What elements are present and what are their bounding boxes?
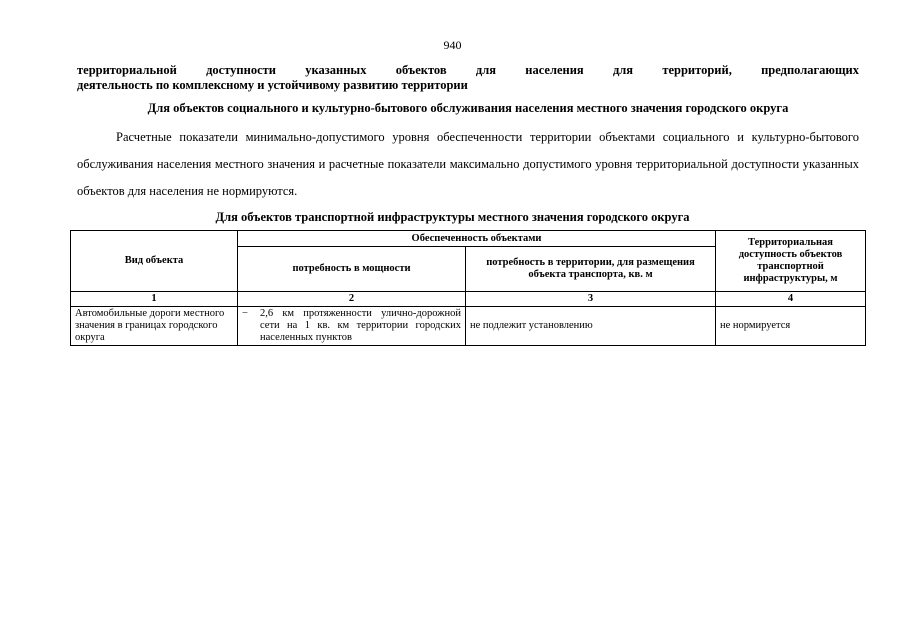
- dash-marker: −: [242, 308, 248, 319]
- cell-territory-need: не подлежит установлению: [466, 307, 716, 346]
- section-heading: Для объектов социального и культурно-бытового обслуживания населения местного значения городского округа: [147, 101, 789, 115]
- capacity-need-text: 2,6 км протяженности улично-дорожной сети на 1 кв. км территории городских населенных пунктов: [260, 308, 461, 343]
- column-number: 1: [71, 292, 238, 307]
- table-title: Для объектов транспортной инфраструктуры местного значения городского округа: [215, 210, 690, 224]
- column-number: 4: [716, 292, 866, 307]
- header-accessibility: Территориальная доступность объектов транспортной инфраструктуры, м: [716, 231, 866, 292]
- heading-continuation-line-1: территориальной доступности указанных объектов для населения для территорий, предполагающих: [77, 63, 859, 77]
- transport-table: [70, 230, 866, 346]
- column-number: 2: [238, 292, 466, 307]
- header-provision-group: Обеспеченность объектами: [238, 231, 716, 247]
- page-number: 940: [443, 38, 462, 52]
- heading-continuation-line-2: деятельность по комплексному и устойчивому развитию территории: [77, 78, 468, 92]
- header-capacity-need: потребность в мощности: [238, 247, 466, 292]
- table-row: [71, 307, 866, 346]
- cell-accessibility: не нормируется: [716, 307, 866, 346]
- heading-continuation: [77, 63, 859, 93]
- header-territory-need: потребность в территории, для размещения объекта транспорта, кв. м: [466, 247, 716, 292]
- body-paragraph: Расчетные показатели минимально-допустимого уровня обеспеченности территории объектами социального и культурно-бытового обслуживания населения местного значения и расчетные показатели максимально допустимого уровня территориальной доступности указанных объектов для населения не нормируются.: [77, 130, 859, 198]
- cell-object-type: Автомобильные дороги местного значения в границах городского округа: [71, 307, 238, 346]
- cell-capacity-need: [238, 307, 466, 346]
- column-number: 3: [466, 292, 716, 307]
- header-object-type: Вид объекта: [71, 231, 238, 292]
- column-number-row: [71, 292, 866, 307]
